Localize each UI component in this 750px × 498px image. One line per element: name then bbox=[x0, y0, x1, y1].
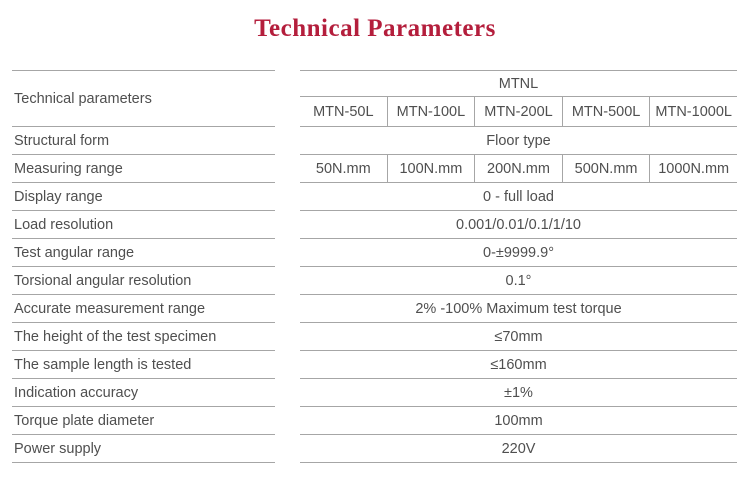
spec-value-power-supply: 220V bbox=[300, 435, 737, 463]
spec-value-structural-form: Floor type bbox=[300, 127, 737, 155]
spec-label-test-specimen-height: The height of the test specimen bbox=[12, 323, 275, 351]
spec-label-technical-parameters: Technical parameters bbox=[12, 71, 275, 127]
model-cell: MTN-100L bbox=[388, 97, 476, 126]
spec-label-torsional-angular-resolution: Torsional angular resolution bbox=[12, 267, 275, 295]
value-column bbox=[300, 70, 737, 463]
spec-label-torque-plate-diameter: Torque plate diameter bbox=[12, 407, 275, 435]
spec-label-load-resolution: Load resolution bbox=[12, 211, 275, 239]
spec-label-power-supply: Power supply bbox=[12, 435, 275, 463]
spec-value-test-specimen-height: ≤70mm bbox=[300, 323, 737, 351]
spec-value-sample-length: ≤160mm bbox=[300, 351, 737, 379]
spec-label-accurate-measurement-range: Accurate measurement range bbox=[12, 295, 275, 323]
measuring-range-row bbox=[300, 155, 737, 183]
model-cell: MTN-500L bbox=[563, 97, 651, 126]
spec-value-load-resolution: 0.001/0.01/0.1/1/10 bbox=[300, 211, 737, 239]
model-header-row bbox=[300, 97, 737, 127]
range-cell: 200N.mm bbox=[475, 155, 563, 182]
model-cell: MTN-1000L bbox=[655, 103, 732, 120]
spec-label-measuring-range: Measuring range bbox=[12, 155, 275, 183]
spec-label-structural-form: Structural form bbox=[12, 127, 275, 155]
spec-value-accurate-measurement-range: 2% -100% Maximum test torque bbox=[300, 295, 737, 323]
range-cell: 50N.mm bbox=[300, 155, 388, 182]
spec-value-test-angular-range: 0-±9999.9° bbox=[300, 239, 737, 267]
spec-value-indication-accuracy: ±1% bbox=[300, 379, 737, 407]
range-cell: 100N.mm bbox=[388, 155, 476, 182]
spec-value-torque-plate-diameter: 100mm bbox=[300, 407, 737, 435]
range-cell: 1000N.mm bbox=[658, 160, 730, 177]
label-column bbox=[12, 70, 275, 463]
spec-label-indication-accuracy: Indication accuracy bbox=[12, 379, 275, 407]
range-cell: 500N.mm bbox=[563, 155, 651, 182]
spec-label-display-range: Display range bbox=[12, 183, 275, 211]
spec-value-display-range: 0 - full load bbox=[300, 183, 737, 211]
model-cell: MTN-50L bbox=[300, 97, 388, 126]
spec-label-test-angular-range: Test angular range bbox=[12, 239, 275, 267]
spec-value-torsional-angular-resolution: 0.1° bbox=[300, 267, 737, 295]
spec-label-sample-length: The sample length is tested bbox=[12, 351, 275, 379]
model-cell: MTN-200L bbox=[475, 97, 563, 126]
spec-table bbox=[12, 70, 737, 463]
series-name: MTNL bbox=[300, 71, 737, 97]
page-title: Technical Parameters bbox=[254, 15, 496, 42]
